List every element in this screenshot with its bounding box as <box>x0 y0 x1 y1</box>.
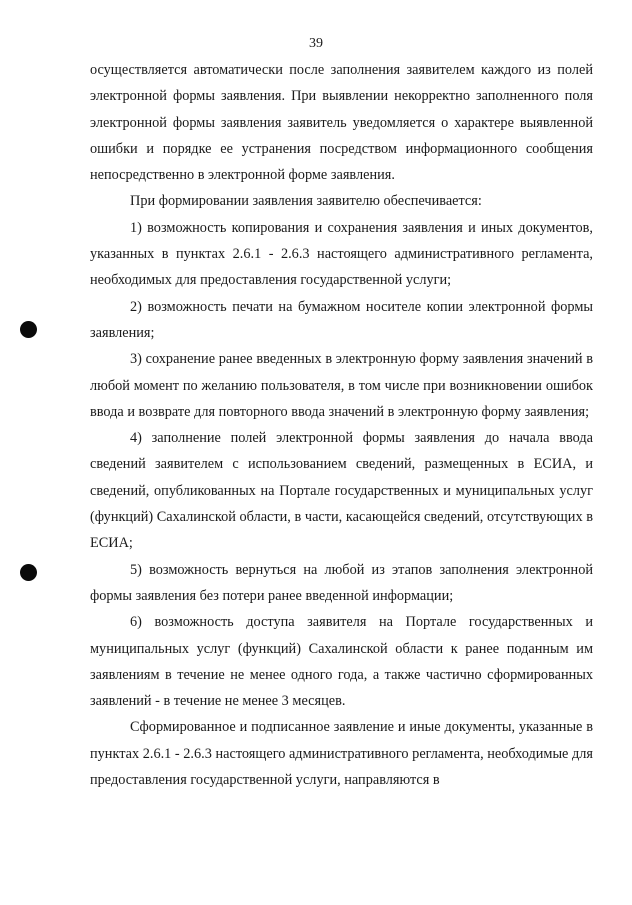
list-item-1: 1) возможность копирования и сохранения заявления и иных документов, указанных в пунктах 2.6.1 - 2.6.3 настоящего административного регламента, необходимых для предоставления государственной услуги; <box>90 219 593 289</box>
page-number: 39 <box>309 36 323 51</box>
list-item-5: 5) возможность вернуться на любой из этапов заполнения электронной формы заявления без потери ранее введенной информации; <box>90 561 593 604</box>
binder-hole-bottom <box>20 564 37 581</box>
paragraph-intro: При формировании заявления заявителю обеспечивается: <box>130 193 482 210</box>
binder-hole-top <box>20 321 37 338</box>
list-item-2: 2) возможность печати на бумажном носителе копии электронной формы заявления; <box>90 298 593 341</box>
paragraph-final: Сформированное и подписанное заявление и иные документы, указанные в пунктах 2.6.1 - 2.6.3 настоящего административного регламента, необходимые для предоставления государственной услуги, направляются в <box>90 719 593 789</box>
list-item-4: 4) заполнение полей электронной формы заявления до начала ввода сведений заявителем с использованием сведений, размещенных в ЕСИА, и сведений, опубликованных на Портале государственных и муниципальных услуг (функций) Сахалинской области, в части, касающейся сведений, отсутствующих в ЕСИА; <box>90 430 593 552</box>
list-item-6: 6) возможность доступа заявителя на Портале государственных и муниципальных услуг (функций) Сахалинской области к ранее поданным им заявлениям в течение не менее одного года, а также частично сформированных заявлений - в течение не менее 3 месяцев. <box>90 614 593 710</box>
document-body <box>90 57 593 793</box>
list-item-3: 3) сохранение ранее введенных в электронную форму заявления значений в любой момент по желанию пользователя, в том числе при возникновении ошибок ввода и возврате для повторного ввода значений в электронную форму заявления; <box>90 351 593 420</box>
paragraph-continuation: осуществляется автоматически после заполнения заявителем каждого из полей электронной формы заявления. При выявлении некорректно заполненного поля электронной формы заявления заявитель уведомляется о характере выявленной ошибки и порядке ее устранения посредством информационного сообщения непосредственно в электронной форме заявления. <box>90 62 593 184</box>
